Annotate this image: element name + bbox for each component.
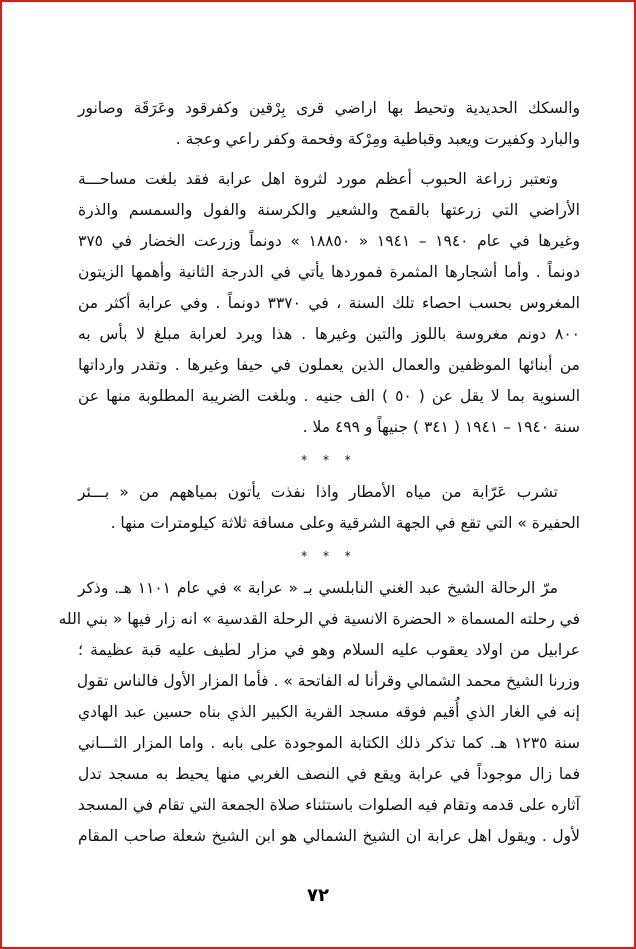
section-separator: * * * xyxy=(301,453,357,467)
text-line: الحفيرة » التي تقع في الجهة الشرقية وعلى مسافة ثلاثة كيلومترات منها . xyxy=(110,514,580,532)
text-line: والسكك الحديدية وتحيط بها اراضي قرى بِرْقين وكفرقود وعَرَقَة وصانور xyxy=(78,99,580,117)
text-line: ٨٠٠ دونم مغروسة باللوز والتين وغيرها . هذا ويرد لعرابة مبلغ لا بأس به xyxy=(78,325,580,343)
text-line: في رحلته المسماة « الحضرة الانسية في الرحلة القدسية » انه زار فيها « بني الله xyxy=(58,610,580,628)
text-line: والبارد وكفيرت ويعبد وقباطية ومِرْكة وفحمة وكفر راعي وعجة . xyxy=(175,130,580,148)
text-line: وزرنا الشيخ محمد الشمالي وقرأنا له الفاتحة » . فأما المزار الأول فالناس تقول xyxy=(76,672,580,690)
text-line: سنة ١٢٣٥ هـ. كما تذكر ذلك الكتابة الموجودة على بابه . واما المزار الثـــاني xyxy=(78,734,580,752)
text-line: من أبنائها الموظفين والعمال الذين يعملون في حيفا وغيرها . وتقدر وارداتها xyxy=(78,356,580,374)
page-number: ٧٢ xyxy=(307,885,329,906)
paragraph-villages xyxy=(78,93,580,155)
text-line: وغيرها في عام ١٩٤٠ – ١٩٤١ « ١٨٨٥٠ » دونماً وزرعت الخضار في ٣٧٥ xyxy=(78,232,580,250)
paragraph-agriculture xyxy=(78,164,580,443)
text-line: سنة ١٩٤٠ – ١٩٤١ ( ٣٤١ ) جنيهاً و ٤٩٩ ملا . xyxy=(302,418,580,436)
book-page xyxy=(58,93,581,852)
paragraph-history xyxy=(58,573,580,852)
text-line: وتعتبر زراعة الحبوب أعظم مورد لثروة اهل عرابة فقد بلغت مساحـــة xyxy=(78,170,558,188)
text-line: مرّ الرحالة الشيخ عبد الغني النابلسي بـ « عرابة » في عام ١١٠١ هـ. وذكر xyxy=(78,579,558,597)
section-separator: * * * xyxy=(301,549,357,563)
text-line: عرابيل من اولاد يعقوب عليه السلام وهو في مزار لطيف عليه قبة عظيمة ؛ xyxy=(78,641,580,659)
text-line: دونماً . وأما أشجارها المثمرة فموردها يأتي في الدرجة الثانية وأهمها الزيتون xyxy=(78,263,580,281)
paragraph-water xyxy=(78,477,580,539)
text-line: فما زال موجوداً في عرابة ويقع في النصف الغربي منها يحيط به مسجد تدل xyxy=(78,765,580,783)
text-line: إنه في الغار الذي أُقيم فوقه مسجد القرية الكبير الذي بناه حسين عبد الهادي xyxy=(78,703,580,721)
text-line: تشرب عَرّابة من مياه الأمطار واذا نفذت يأتون بمياههم من « بـــئر xyxy=(78,483,558,501)
text-line: لأول . ويقول اهل عرابة ان الشيخ الشمالي هو ابن الشيخ شعلة صاحب المقام xyxy=(78,827,580,845)
text-line: السنوية بما لا يقل عن ( ٥٠ ) الف جنيه . وبلغت الضريبة المطلوبة منها عن xyxy=(78,387,581,405)
text-line: الأراضي التي زرعتها بالقمح والشعير والكرسنة والفول والسمسم والذرة xyxy=(78,201,580,219)
text-line: آثاره على قدمه وتقام فيه الصلوات باستثناء صلاة الجمعة التي تقام في المسجد xyxy=(77,796,580,814)
text-line: المغروس بحسب احصاء تلك السنة ، في ٣٣٧٠ دونماً . وفي عرابة أكثر من xyxy=(78,294,580,312)
